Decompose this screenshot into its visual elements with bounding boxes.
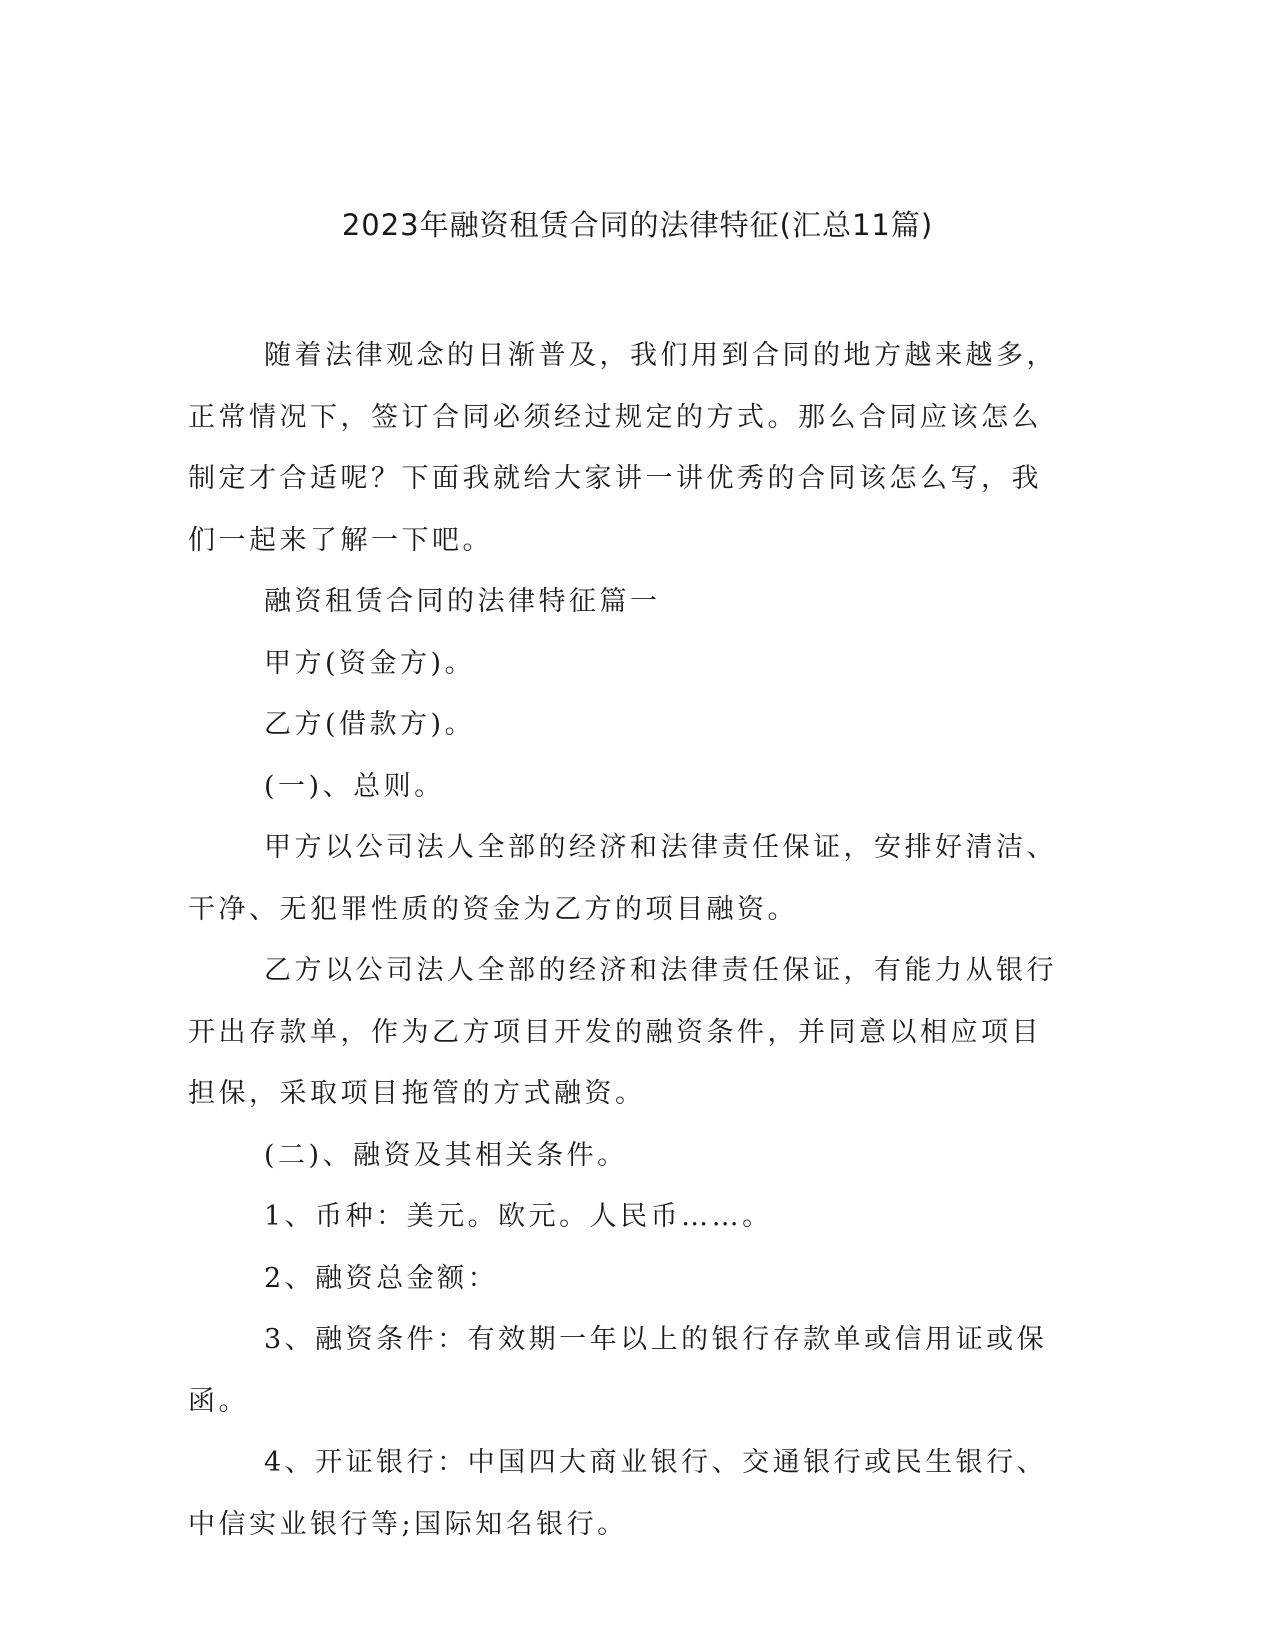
list-item: 3、融资条件：有效期一年以上的银行存款单或信用证或保函。	[188, 1324, 1048, 1417]
clause-heading: (一)、总则。	[264, 770, 445, 802]
list-item: 1、币种：美元。欧元。人民币……。	[264, 1201, 773, 1232]
body-paragraph: 甲方以公司法人全部的经济和法律责任保证，安排好清洁、干净、无犯罪性质的资金为乙方的项目融资。	[188, 832, 1057, 925]
party-b-line: 乙方(借款方)。	[264, 709, 476, 740]
list-item: 2、融资总金额：	[264, 1262, 499, 1294]
list-item: 4、开证银行：中国四大商业银行、交通银行或民生银行、中信实业银行等;国际知名银行。	[188, 1447, 1048, 1540]
party-a-line: 甲方(资金方)。	[264, 647, 476, 679]
clause-heading: (二)、融资及其相关条件。	[264, 1139, 628, 1171]
document-body	[188, 325, 1068, 1555]
document-title: 2023年融资租赁合同的法律特征(汇总11篇)	[341, 208, 934, 242]
intro-paragraph: 随着法律观念的日渐普及，我们用到合同的地方越来越多，正常情况下，签订合同必须经过规定的方式。那么合同应该怎么制定才合适呢？下面我就给大家讲一讲优秀的合同该怎么写，我们一起来了解一下吧。	[188, 340, 1057, 556]
body-paragraph: 乙方以公司法人全部的经济和法律责任保证，有能力从银行开出存款单，作为乙方项目开发的融资条件，并同意以相应项目担保，采取项目拖管的方式融资。	[188, 955, 1057, 1109]
section-heading: 融资租赁合同的法律特征篇一	[264, 586, 661, 617]
